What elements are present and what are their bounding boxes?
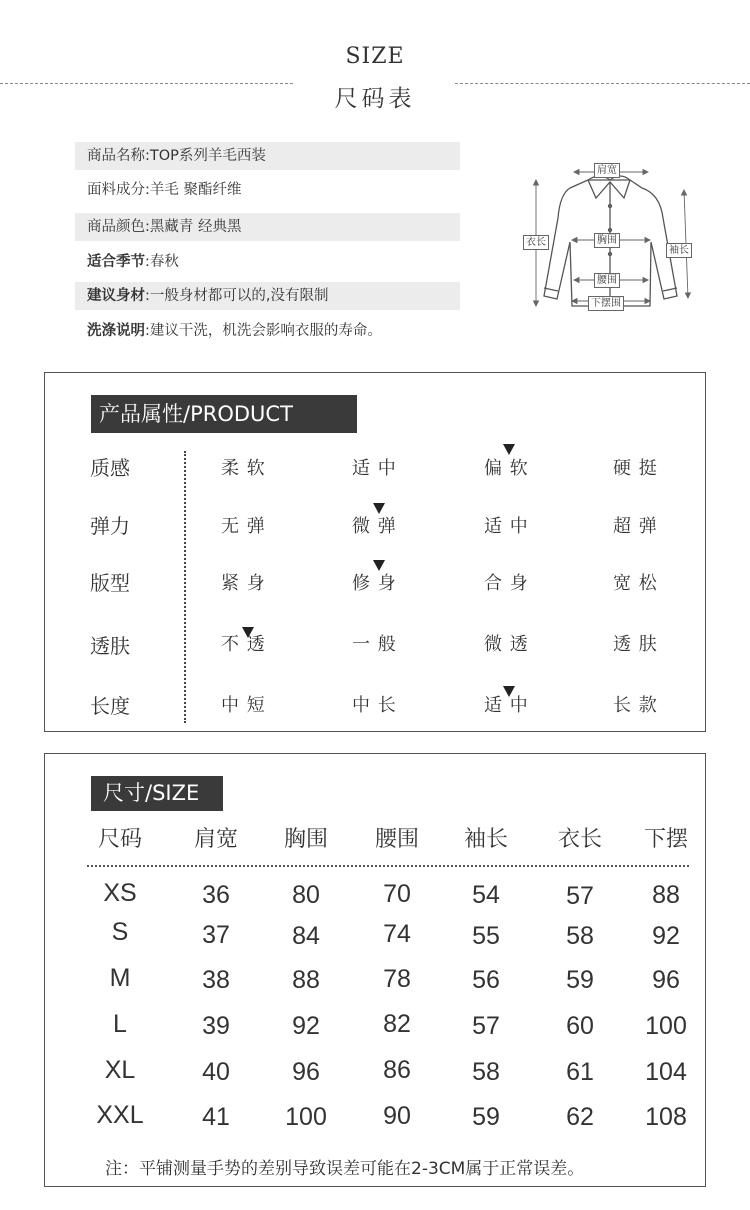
attr-option-selected: 不 透	[221, 634, 266, 655]
size-cell: 104	[645, 1058, 687, 1086]
size-header-cell: 胸围	[283, 827, 328, 852]
info-value: 一般身材都可以的,没有限制	[149, 288, 329, 304]
size-cell: 58	[472, 1058, 500, 1086]
header-divider-left	[0, 83, 293, 84]
attr-label-transparency: 透肤	[90, 634, 130, 658]
diagram-label-hem: 下摆围	[588, 296, 624, 311]
selected-marker-icon	[503, 444, 515, 455]
size-cell: 108	[645, 1103, 687, 1131]
info-key: 洗涤说明	[87, 323, 145, 339]
attr-option: 超 弹	[613, 516, 658, 537]
selected-marker-icon	[373, 503, 385, 514]
size-cell: 92	[292, 1012, 320, 1040]
info-key: 商品名称	[87, 148, 145, 164]
size-cell: 78	[383, 965, 411, 993]
size-cell: 37	[202, 921, 230, 949]
attr-option: 中 长	[352, 695, 397, 716]
info-value: 建议干洗，机洗会影响衣服的寿命。	[149, 323, 382, 339]
attr-option: 中 短	[221, 695, 266, 716]
diagram-label-waist: 腰围	[594, 273, 620, 288]
info-row-washing: 洗涤说明:建议干洗，机洗会影响衣服的寿命。	[87, 323, 382, 339]
attr-option: 柔 软	[221, 458, 266, 479]
size-cell: 84	[292, 922, 320, 950]
attr-label-length: 长度	[90, 694, 130, 718]
size-cell: 39	[202, 1012, 230, 1040]
size-cell: 88	[292, 966, 320, 994]
size-cell: 54	[472, 881, 500, 909]
selected-marker-icon	[242, 627, 254, 638]
size-cell: 70	[383, 880, 411, 908]
info-key: 面料成分	[87, 182, 145, 198]
size-cell: 58	[566, 922, 594, 950]
info-key: 商品颜色	[87, 219, 145, 235]
attr-option: 无 弹	[221, 516, 266, 537]
attr-option: 微 透	[484, 634, 529, 655]
diagram-label-sleeve: 袖长	[666, 243, 692, 258]
size-cell: 82	[383, 1010, 411, 1038]
attr-option-selected: 适 中	[484, 695, 529, 716]
info-row-material: 面料成分:羊毛 聚酯纤维	[87, 182, 242, 198]
size-header-divider	[87, 865, 689, 867]
title-cn: 尺码表	[334, 86, 416, 112]
attr-option-selected: 微 弹	[352, 516, 397, 537]
attr-option: 紧 身	[221, 573, 266, 594]
size-header-cell: 腰围	[374, 827, 419, 852]
info-key: 适合季节	[87, 254, 145, 270]
attr-option-selected: 修 身	[352, 573, 397, 594]
title-en: SIZE	[345, 44, 405, 69]
size-cell: 61	[566, 1058, 594, 1086]
size-cell-label: XS	[103, 879, 137, 907]
info-value: TOP系列羊毛西装	[149, 148, 266, 164]
attr-option: 合 身	[484, 573, 529, 594]
size-cell: 38	[202, 966, 230, 994]
attr-option: 硬 挺	[613, 458, 658, 479]
diagram-label-shoulder: 肩宽	[594, 163, 620, 178]
size-header-cell: 下摆	[643, 827, 688, 852]
header-divider-right	[455, 83, 750, 84]
attr-label-texture: 质感	[90, 456, 130, 480]
size-cell: 55	[472, 922, 500, 950]
size-header-cell: 袖长	[463, 827, 508, 852]
size-cell: 74	[383, 920, 411, 948]
info-value: 黑藏青 经典黑	[149, 219, 242, 235]
selected-marker-icon	[373, 560, 385, 571]
size-cell: 36	[202, 881, 230, 909]
attr-option: 适 中	[352, 458, 397, 479]
size-cell: 96	[652, 966, 680, 994]
size-cell: 88	[652, 881, 680, 909]
size-header-cell: 衣长	[557, 827, 602, 852]
size-table-title: 尺寸/SIZE	[91, 776, 223, 811]
size-cell: 92	[652, 922, 680, 950]
size-cell: 96	[292, 1058, 320, 1086]
product-attributes-title: 产品属性/PRODUCT	[91, 395, 357, 433]
info-value: 羊毛 聚酯纤维	[149, 182, 242, 198]
size-cell: 57	[472, 1012, 500, 1040]
attr-label-fit: 版型	[90, 571, 130, 595]
info-key: 建议身材	[87, 288, 145, 304]
size-cell: 57	[566, 882, 594, 910]
attr-label-elasticity: 弹力	[90, 514, 130, 538]
attributes-divider	[184, 451, 186, 723]
diagram-label-length: 衣长	[523, 235, 549, 250]
info-row-season: 适合季节:春秋	[87, 254, 179, 270]
size-cell: 59	[566, 966, 594, 994]
diagram-label-chest: 胸围	[594, 233, 620, 248]
size-table-panel	[44, 753, 706, 1187]
garment-measurement-diagram	[520, 158, 700, 318]
attr-option: 透 肤	[613, 634, 658, 655]
attr-option: 一 般	[352, 634, 397, 655]
info-row-body-type: 建议身材:一般身材都可以的,没有限制	[75, 282, 460, 310]
attr-option: 宽 松	[613, 573, 658, 594]
size-cell-label: L	[113, 1010, 127, 1038]
selected-marker-icon	[503, 686, 515, 697]
size-cell: 40	[202, 1058, 230, 1086]
size-cell: 86	[383, 1056, 411, 1084]
size-header-cell: 尺码	[97, 827, 142, 852]
measurement-note: 注：平铺测量手势的差别导致误差可能在2-3CM属于正常误差。	[105, 1159, 585, 1179]
attr-option: 长 款	[613, 695, 658, 716]
info-row-name: 商品名称:TOP系列羊毛西装	[75, 142, 460, 170]
size-cell: 62	[566, 1103, 594, 1131]
size-header-cell: 肩宽	[193, 827, 238, 852]
size-cell: 56	[472, 966, 500, 994]
product-attributes-panel	[44, 372, 706, 732]
size-cell: 41	[202, 1103, 230, 1131]
info-value: 春秋	[149, 254, 179, 270]
size-cell: 80	[292, 881, 320, 909]
size-cell-label: S	[111, 918, 129, 946]
size-cell-label: XL	[104, 1056, 136, 1084]
size-cell: 100	[285, 1103, 327, 1131]
size-cell-label: XXL	[96, 1101, 144, 1129]
size-cell-label: M	[109, 964, 131, 992]
size-cell: 100	[645, 1012, 687, 1040]
attr-option-selected: 偏 软	[484, 458, 529, 479]
attr-option: 适 中	[484, 516, 529, 537]
size-cell: 59	[472, 1103, 500, 1131]
size-cell: 90	[383, 1102, 411, 1130]
size-cell: 60	[566, 1012, 594, 1040]
info-row-color: 商品颜色:黑藏青 经典黑	[75, 213, 460, 241]
